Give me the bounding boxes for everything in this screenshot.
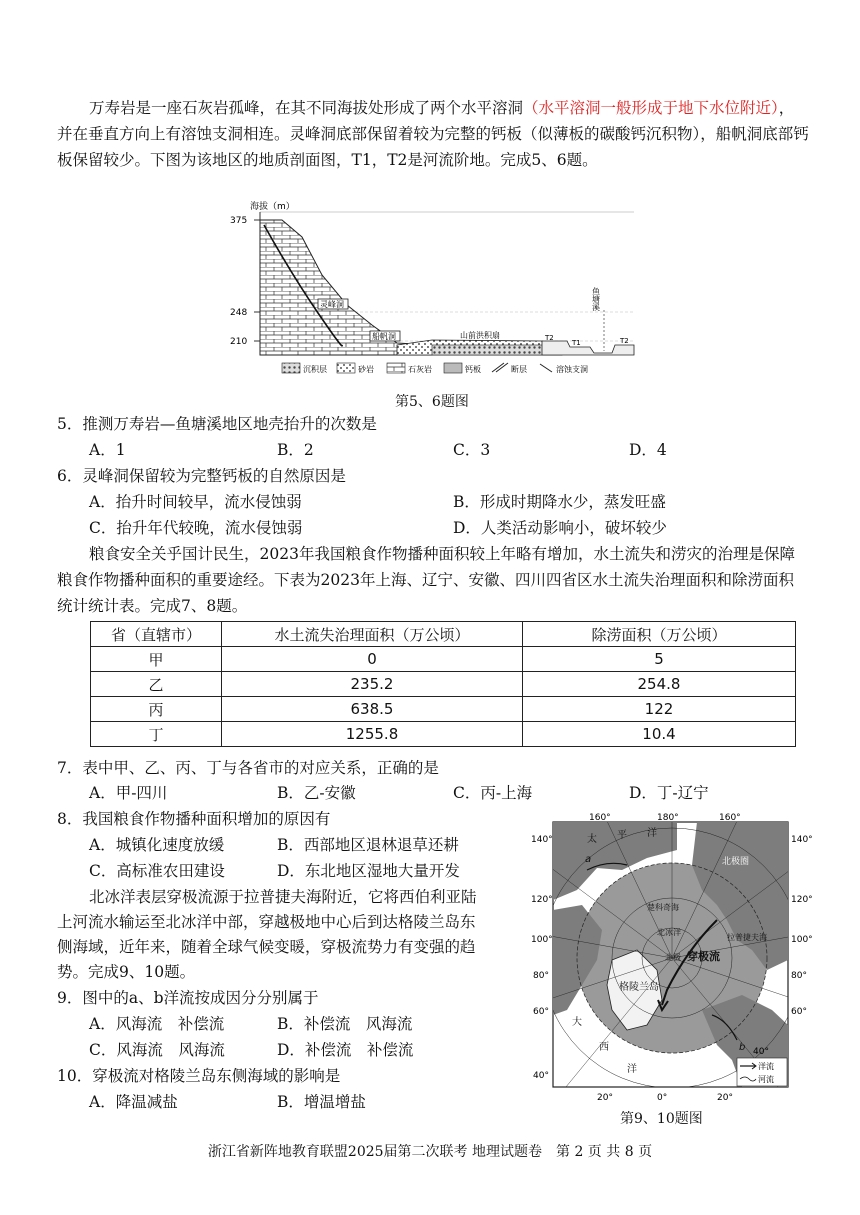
- table-row: [91, 672, 796, 697]
- lon-label: 60°: [791, 1007, 807, 1017]
- lon-label: 100°: [531, 935, 553, 945]
- tick-248: 248: [230, 308, 248, 318]
- table-cell: 638.5: [222, 697, 523, 722]
- table-cell: 1255.8: [222, 722, 523, 747]
- q8-option-d: D．东北地区湿地大量开发: [277, 862, 460, 880]
- intro-text: 万寿岩是一座石灰岩孤峰，在其不同海拔处形成了两个水平溶洞: [89, 99, 524, 117]
- table-cell: 甲: [91, 647, 222, 672]
- table-cell: 5: [523, 647, 796, 672]
- table-header-row: [91, 622, 796, 647]
- intro-paragraph-2: 粮食安全关乎国计民生，2023年我国粮食作物播种面积较上年略有增加，水土流失和涝灾的治理是保障粮食作物播种面积的重要途经。下表为2023年上海、辽宁、安徽、四川四省区水土流失治理面积和除涝面积统计统计表。完成7、8题。: [57, 545, 795, 615]
- q8-option-b: B．西部地区退林退草还耕: [277, 836, 459, 854]
- table-cell: 254.8: [523, 672, 796, 697]
- q6-option-b: B．形成时期降水少，蒸发旺盛: [453, 493, 666, 511]
- intro3-line-3: 侧海域，近年来，随着全球气候变暖，穿极流势力有变强的趋: [57, 938, 476, 956]
- q6-stem: 6．灵峰洞保留较为完整钙板的自然原因是: [57, 467, 346, 485]
- place-label: 太: [587, 834, 597, 845]
- place-label: 洋: [647, 828, 657, 839]
- lon-label: 0°: [657, 1093, 668, 1103]
- q9-stem: 9．图中的a、b洋流按成因分分别属于: [57, 989, 319, 1007]
- place-label: 格陵兰岛: [619, 982, 659, 993]
- intro3-line-1: 北冰洋表层穿极流源于拉普捷夫海附近，它将西伯利亚陆: [89, 888, 477, 906]
- q5-option-d: D．4: [629, 441, 667, 459]
- table-cell: 乙: [91, 672, 222, 697]
- legend-sediment: 沉积层: [303, 365, 327, 374]
- lon-label: 40°: [753, 1047, 769, 1057]
- figure2-caption: 第9、10题图: [620, 1111, 703, 1127]
- intro-text-cont: ，并在垂直方向上有溶蚀支洞相连。灵峰洞底部保留着较为完整的钙板（似薄板的碳酸钙沉积物），船帆洞底部钙板保留较少。下图为该地区的地质剖面图，T1，T2是河流阶地。完成5、6题。: [57, 99, 809, 169]
- lon-label: 40°: [533, 1071, 549, 1081]
- current-label-a: a: [585, 854, 592, 865]
- lon-label: 80°: [533, 971, 549, 981]
- legend-sandstone: 砂岩: [358, 365, 374, 374]
- table-cell: 235.2: [222, 672, 523, 697]
- lon-label: 120°: [791, 895, 813, 905]
- q5-option-c: C．3: [453, 441, 491, 459]
- q5-option-a: A．1: [89, 441, 126, 459]
- legend-current: 洋流: [758, 1062, 774, 1071]
- q7-option-a: A．甲-四川: [89, 784, 168, 802]
- q9-option-b: B．补偿流 风海流: [277, 1015, 413, 1033]
- lon-label: 140°: [531, 835, 553, 845]
- terrace-t2-left: T2: [545, 334, 554, 342]
- place-label: 洋: [627, 1064, 637, 1075]
- place-label: 大: [572, 1017, 582, 1028]
- q5-stem: 5．推测万寿岩—鱼塘溪地区地壳抬升的次数是: [57, 415, 377, 433]
- chuanfan-cave-label: 船帆洞: [372, 332, 396, 341]
- q8-stem: 8．我国粮食作物播种面积增加的原因有: [57, 810, 331, 828]
- intro3-line-2: 上河流水输运至北冰洋中部，穿越极地中心后到达格陵兰岛东: [57, 913, 476, 931]
- place-label: 楚科奇海: [647, 903, 679, 912]
- place-label: 穿极流: [687, 950, 720, 963]
- q7-stem: 7．表中甲、乙、丙、丁与各省市的对应关系，正确的是: [57, 759, 439, 777]
- q7-option-d: D．丁-辽宁: [629, 784, 709, 802]
- tick-210: 210: [230, 337, 248, 347]
- table-row: [91, 647, 796, 672]
- q8-option-a: A．城镇化速度放缓: [89, 836, 225, 854]
- figure1-caption: 第5、6题图: [395, 394, 469, 410]
- tick-375: 375: [230, 216, 248, 226]
- lon-label: 180°: [657, 813, 679, 823]
- table-header: 水土流失治理面积（万公顷）: [222, 622, 523, 647]
- lon-label: 160°: [589, 813, 611, 823]
- q6-option-d: D．人类活动影响小，破坏较少: [453, 519, 667, 537]
- statistics-table: [90, 621, 796, 747]
- page-footer: 浙江省新阵地教育联盟2025届第二次联考 地理试题卷 第 2 页 共 8 页: [207, 1144, 653, 1160]
- q10-option-a: A．降温减盐: [89, 1093, 178, 1111]
- place-label: 拉普捷夫海: [727, 933, 767, 942]
- q9-option-c: C．风海流 风海流: [89, 1041, 225, 1059]
- arctic-map-figure: [527, 810, 817, 1107]
- terrace-t1: T1: [572, 339, 581, 347]
- place-label: 西: [599, 1042, 609, 1053]
- lon-label: 20°: [597, 1093, 613, 1103]
- lon-label: 100°: [791, 935, 813, 945]
- table-header: 省（直辖市）: [91, 622, 222, 647]
- q6-option-a: A．抬升时间较早，流水侵蚀弱: [89, 493, 302, 511]
- intro-red-note: （水平溶洞一般形成于地下水位附近）: [523, 99, 779, 117]
- table-cell: 122: [523, 697, 796, 722]
- lon-label: 60°: [533, 1007, 549, 1017]
- q6-option-c: C．抬升年代较晚，流水侵蚀弱: [89, 519, 303, 537]
- table-cell: 10.4: [523, 722, 796, 747]
- q8-option-c: C．高标准农田建设: [89, 862, 225, 880]
- table-row: [91, 697, 796, 722]
- table-cell: 丁: [91, 722, 222, 747]
- table-cell: 丙: [91, 697, 222, 722]
- q7-option-c: C．丙-上海: [453, 784, 533, 802]
- current-label-b: b: [739, 1042, 746, 1053]
- lingfeng-cave-label: 灵峰洞: [320, 300, 344, 309]
- legend-calcium-plate: 钙板: [465, 365, 481, 374]
- terrace-t2-right: T2: [620, 337, 629, 345]
- place-label: 北极: [665, 953, 681, 962]
- table-cell: 0: [222, 647, 523, 672]
- place-label: 北极圈: [722, 857, 750, 867]
- legend-fault: 断层: [511, 365, 527, 374]
- intro3-line-4: 势。完成9、10题。: [57, 963, 196, 981]
- table-header: 除涝面积（万公顷）: [523, 622, 796, 647]
- stream-label: 鱼塘溪: [591, 287, 601, 311]
- lon-label: 140°: [791, 835, 813, 845]
- q9-option-d: D．补偿流 补偿流: [277, 1041, 414, 1059]
- geologic-section-figure: [222, 195, 642, 388]
- q7-option-b: B．乙-安徽: [277, 784, 356, 802]
- intro-paragraph-1: [57, 95, 809, 173]
- q9-option-a: A．风海流 补偿流: [89, 1015, 225, 1033]
- legend-limestone: 石灰岩: [408, 365, 432, 374]
- y-axis-label: 海拔（m）: [250, 202, 295, 212]
- lon-label: 160°: [719, 813, 741, 823]
- q5-option-b: B．2: [277, 441, 314, 459]
- place-label: 北冰洋: [657, 928, 681, 937]
- lon-label: 20°: [717, 1093, 733, 1103]
- fan-label: 山前洪积扇: [460, 331, 500, 340]
- limestone-hill: [260, 220, 432, 355]
- q10-option-b: B．增温增盐: [277, 1093, 366, 1111]
- q10-stem: 10．穿极流对格陵兰岛东侧海域的影响是: [57, 1067, 341, 1085]
- lon-label: 120°: [531, 895, 553, 905]
- lon-label: 80°: [791, 971, 807, 981]
- legend-river: 河流: [758, 1075, 774, 1084]
- place-label: 平: [617, 830, 627, 841]
- table-row: [91, 722, 796, 747]
- legend-karst-branch: 溶蚀支洞: [556, 365, 588, 374]
